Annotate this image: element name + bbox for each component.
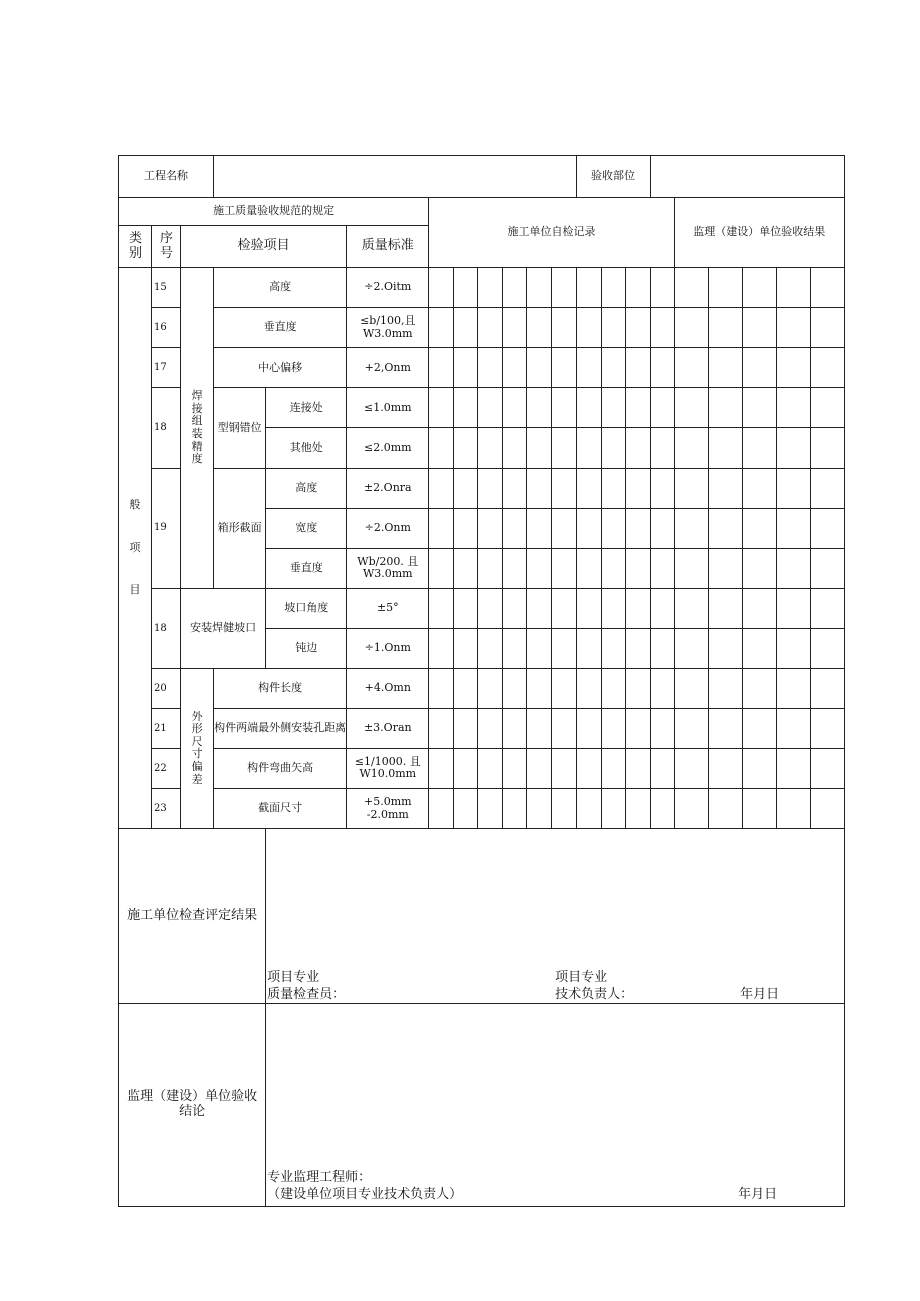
record-cell[interactable] <box>552 748 576 788</box>
record-cell[interactable] <box>552 428 576 468</box>
result-cell[interactable] <box>742 308 776 348</box>
group-shape-deviation: 外形尺寸偏差 <box>181 668 214 828</box>
record-cell[interactable] <box>478 628 503 668</box>
record-cell[interactable] <box>625 468 650 508</box>
record-cell[interactable] <box>576 588 601 628</box>
result-cell[interactable] <box>708 548 742 588</box>
record-cell[interactable] <box>527 388 552 428</box>
record-cell[interactable] <box>478 748 503 788</box>
result-cell[interactable] <box>674 708 708 748</box>
record-cell[interactable] <box>576 268 601 308</box>
result-cell[interactable] <box>674 428 708 468</box>
record-cell[interactable] <box>601 348 625 388</box>
group-weld-assembly: 焊接组装精度 <box>181 268 214 589</box>
seq-cell: 18 <box>152 388 181 468</box>
record-cell[interactable] <box>429 508 454 548</box>
inspector-line-2: 质量检查员： <box>267 987 346 1003</box>
record-cell[interactable] <box>601 668 625 708</box>
record-cell[interactable] <box>625 308 650 348</box>
supervision-date: 年月日 <box>738 1187 778 1203</box>
result-cell[interactable] <box>810 508 844 548</box>
supervision-conclusion-label: 监理（建设）单位验收结论 <box>119 1004 266 1207</box>
result-cell[interactable] <box>810 348 844 388</box>
record-cell[interactable] <box>527 588 552 628</box>
result-cell[interactable] <box>810 708 844 748</box>
result-cell[interactable] <box>810 668 844 708</box>
record-cell[interactable] <box>503 628 527 668</box>
result-cell[interactable] <box>742 348 776 388</box>
record-cell[interactable] <box>503 548 527 588</box>
item-cell: 垂直度 <box>266 548 347 588</box>
record-cell[interactable] <box>454 588 478 628</box>
spec-title: 施工质量验收规范的规定 <box>119 198 429 226</box>
result-cell[interactable] <box>776 748 810 788</box>
group-box-section: 箱形截面 <box>214 468 266 588</box>
supervisor-engineer: 专业监理工程师： <box>267 1170 372 1186</box>
record-cell[interactable] <box>650 388 674 428</box>
result-cell[interactable] <box>674 308 708 348</box>
result-cell[interactable] <box>776 548 810 588</box>
record-cell[interactable] <box>454 508 478 548</box>
record-cell[interactable] <box>454 548 478 588</box>
group-steel-offset: 型钢错位 <box>214 388 266 468</box>
record-cell[interactable] <box>625 388 650 428</box>
result-cell[interactable] <box>708 308 742 348</box>
supervision-conclusion-area[interactable] <box>266 1004 845 1207</box>
item-cell: 构件长度 <box>214 668 347 708</box>
result-cell[interactable] <box>810 308 844 348</box>
record-cell[interactable] <box>503 348 527 388</box>
record-cell[interactable] <box>625 748 650 788</box>
record-cell[interactable] <box>478 668 503 708</box>
record-cell[interactable] <box>429 348 454 388</box>
construction-eval-area[interactable] <box>266 829 845 1004</box>
record-cell[interactable] <box>650 588 674 628</box>
item-cell: 中心偏移 <box>214 348 347 388</box>
group-install-weld-groove: 安装焊健坡口 <box>181 588 266 668</box>
record-cell[interactable] <box>601 388 625 428</box>
standard-cell: ±5° <box>347 588 429 628</box>
result-cell[interactable] <box>776 308 810 348</box>
record-cell[interactable] <box>429 428 454 468</box>
record-cell[interactable] <box>552 268 576 308</box>
result-cell[interactable] <box>776 388 810 428</box>
result-cell[interactable] <box>708 708 742 748</box>
result-cell[interactable] <box>674 268 708 308</box>
result-cell[interactable] <box>776 428 810 468</box>
record-cell[interactable] <box>478 548 503 588</box>
record-cell[interactable] <box>503 308 527 348</box>
result-cell[interactable] <box>674 468 708 508</box>
result-cell[interactable] <box>742 628 776 668</box>
record-cell[interactable] <box>650 468 674 508</box>
record-cell[interactable] <box>576 628 601 668</box>
project-name-field[interactable] <box>214 156 576 198</box>
record-cell[interactable] <box>625 789 650 829</box>
result-cell[interactable] <box>810 428 844 468</box>
self-check-header: 施工单位自检记录 <box>429 198 674 268</box>
result-cell[interactable] <box>810 268 844 308</box>
record-cell[interactable] <box>650 508 674 548</box>
result-cell[interactable] <box>674 548 708 588</box>
result-cell[interactable] <box>674 628 708 668</box>
seq-cell: 15 <box>152 268 181 308</box>
seq-header: 序号 <box>152 226 181 268</box>
record-cell[interactable] <box>527 468 552 508</box>
seq-cell: 19 <box>152 468 181 588</box>
record-cell[interactable] <box>478 388 503 428</box>
record-cell[interactable] <box>576 388 601 428</box>
standard-cell: Wb/200. 且W3.0mm <box>347 548 429 588</box>
result-cell[interactable] <box>674 789 708 829</box>
record-cell[interactable] <box>625 348 650 388</box>
result-cell[interactable] <box>708 748 742 788</box>
tech-line-2: 技术负责人： <box>555 987 634 1003</box>
record-cell[interactable] <box>478 508 503 548</box>
record-cell[interactable] <box>429 748 454 788</box>
result-cell[interactable] <box>674 508 708 548</box>
result-cell[interactable] <box>776 588 810 628</box>
item-cell: 高度 <box>214 268 347 308</box>
item-cell: 宽度 <box>266 508 347 548</box>
record-cell[interactable] <box>503 388 527 428</box>
result-cell[interactable] <box>776 508 810 548</box>
result-cell[interactable] <box>810 628 844 668</box>
category-cell <box>119 268 152 829</box>
standard-cell: +4.Omn <box>347 668 429 708</box>
record-cell[interactable] <box>454 428 478 468</box>
record-cell[interactable] <box>503 508 527 548</box>
record-cell[interactable] <box>576 668 601 708</box>
record-cell[interactable] <box>503 668 527 708</box>
record-cell[interactable] <box>552 348 576 388</box>
record-cell[interactable] <box>650 668 674 708</box>
record-cell[interactable] <box>527 508 552 548</box>
record-cell[interactable] <box>552 308 576 348</box>
record-cell[interactable] <box>625 708 650 748</box>
record-cell[interactable] <box>650 308 674 348</box>
record-cell[interactable] <box>576 508 601 548</box>
result-cell[interactable] <box>742 668 776 708</box>
result-cell[interactable] <box>742 548 776 588</box>
result-cell[interactable] <box>742 388 776 428</box>
supervision-header: 监理（建设）单位验收结果 <box>674 198 844 268</box>
result-cell[interactable] <box>776 708 810 748</box>
item-cell: 坡口角度 <box>266 588 347 628</box>
result-cell[interactable] <box>810 588 844 628</box>
record-cell[interactable] <box>576 428 601 468</box>
record-cell[interactable] <box>503 428 527 468</box>
record-cell[interactable] <box>552 388 576 428</box>
record-cell[interactable] <box>478 588 503 628</box>
construction-date: 年月日 <box>740 987 780 1003</box>
record-cell[interactable] <box>503 708 527 748</box>
acceptance-part-field[interactable] <box>650 156 844 198</box>
seq-cell: 21 <box>152 708 181 748</box>
record-cell[interactable] <box>601 268 625 308</box>
result-cell[interactable] <box>742 748 776 788</box>
record-cell[interactable] <box>454 388 478 428</box>
record-cell[interactable] <box>601 428 625 468</box>
record-cell[interactable] <box>601 308 625 348</box>
result-cell[interactable] <box>742 508 776 548</box>
record-cell[interactable] <box>552 508 576 548</box>
record-cell[interactable] <box>527 268 552 308</box>
seq-cell: 18 <box>152 588 181 668</box>
result-cell[interactable] <box>674 348 708 388</box>
seq-cell: 22 <box>152 748 181 788</box>
record-cell[interactable] <box>478 308 503 348</box>
record-cell[interactable] <box>601 548 625 588</box>
item-cell: 垂直度 <box>214 308 347 348</box>
record-cell[interactable] <box>527 628 552 668</box>
record-cell[interactable] <box>478 268 503 308</box>
result-cell[interactable] <box>708 468 742 508</box>
record-cell[interactable] <box>576 548 601 588</box>
result-cell[interactable] <box>708 668 742 708</box>
result-cell[interactable] <box>776 789 810 829</box>
record-cell[interactable] <box>478 708 503 748</box>
record-cell[interactable] <box>527 708 552 748</box>
record-cell[interactable] <box>527 789 552 829</box>
record-cell[interactable] <box>503 268 527 308</box>
record-cell[interactable] <box>576 708 601 748</box>
record-cell[interactable] <box>478 468 503 508</box>
record-cell[interactable] <box>601 588 625 628</box>
standard-cell: ÷1.Onm <box>347 628 429 668</box>
seq-cell: 23 <box>152 789 181 829</box>
item-cell: 连接处 <box>266 388 347 428</box>
record-cell[interactable] <box>454 708 478 748</box>
result-cell[interactable] <box>742 789 776 829</box>
record-cell[interactable] <box>552 789 576 829</box>
result-cell[interactable] <box>742 268 776 308</box>
category-char-1: 般 <box>129 498 141 512</box>
item-cell: 截面尺寸 <box>214 789 347 829</box>
item-cell: 构件两端最外侧安装孔距离 <box>214 708 347 748</box>
item-cell: 钝边 <box>266 628 347 668</box>
record-cell[interactable] <box>601 748 625 788</box>
record-cell[interactable] <box>478 428 503 468</box>
result-cell[interactable] <box>708 628 742 668</box>
record-cell[interactable] <box>429 468 454 508</box>
record-cell[interactable] <box>552 588 576 628</box>
record-cell[interactable] <box>429 548 454 588</box>
record-cell[interactable] <box>527 308 552 348</box>
result-cell[interactable] <box>776 268 810 308</box>
record-cell[interactable] <box>576 789 601 829</box>
record-cell[interactable] <box>454 628 478 668</box>
record-cell[interactable] <box>650 548 674 588</box>
record-cell[interactable] <box>650 708 674 748</box>
result-cell[interactable] <box>776 668 810 708</box>
standard-cell: +5.0mm -2.0mm <box>347 789 429 829</box>
result-cell[interactable] <box>776 468 810 508</box>
record-cell[interactable] <box>576 308 601 348</box>
record-cell[interactable] <box>527 428 552 468</box>
record-cell[interactable] <box>454 789 478 829</box>
record-cell[interactable] <box>552 468 576 508</box>
record-cell[interactable] <box>429 268 454 308</box>
standard-cell: ±2.Onra <box>347 468 429 508</box>
record-cell[interactable] <box>625 628 650 668</box>
seq-cell: 17 <box>152 348 181 388</box>
record-cell[interactable] <box>454 668 478 708</box>
record-cell[interactable] <box>429 388 454 428</box>
record-cell[interactable] <box>478 348 503 388</box>
record-cell[interactable] <box>625 548 650 588</box>
record-cell[interactable] <box>454 348 478 388</box>
standard-cell: ÷2.Oitm <box>347 268 429 308</box>
category-char-3: 目 <box>129 583 141 597</box>
result-cell[interactable] <box>708 789 742 829</box>
record-cell[interactable] <box>552 548 576 588</box>
result-cell[interactable] <box>810 789 844 829</box>
record-cell[interactable] <box>650 348 674 388</box>
record-cell[interactable] <box>576 348 601 388</box>
record-cell[interactable] <box>601 708 625 748</box>
record-cell[interactable] <box>527 748 552 788</box>
result-cell[interactable] <box>708 508 742 548</box>
record-cell[interactable] <box>478 789 503 829</box>
acceptance-part-label: 验收部位 <box>576 156 650 198</box>
record-cell[interactable] <box>650 268 674 308</box>
result-cell[interactable] <box>810 468 844 508</box>
standard-cell: ±3.Oran <box>347 708 429 748</box>
result-cell[interactable] <box>742 468 776 508</box>
record-cell[interactable] <box>625 428 650 468</box>
item-cell: 其他处 <box>266 428 347 468</box>
record-cell[interactable] <box>503 789 527 829</box>
result-cell[interactable] <box>742 588 776 628</box>
record-cell[interactable] <box>601 789 625 829</box>
standard-cell: ≤b/100,且 W3.0mm <box>347 308 429 348</box>
result-cell[interactable] <box>742 428 776 468</box>
category-header: 类别 <box>119 226 152 268</box>
record-cell[interactable] <box>576 468 601 508</box>
result-cell[interactable] <box>742 708 776 748</box>
record-cell[interactable] <box>429 628 454 668</box>
record-cell[interactable] <box>552 628 576 668</box>
record-cell[interactable] <box>576 748 601 788</box>
result-cell[interactable] <box>708 428 742 468</box>
seq-cell: 20 <box>152 668 181 708</box>
record-cell[interactable] <box>429 708 454 748</box>
record-cell[interactable] <box>429 588 454 628</box>
standard-header: 质量标准 <box>347 226 429 268</box>
result-cell[interactable] <box>674 588 708 628</box>
result-cell[interactable] <box>776 348 810 388</box>
tech-line-1: 项目专业 <box>555 970 608 986</box>
record-cell[interactable] <box>601 468 625 508</box>
result-cell[interactable] <box>674 388 708 428</box>
item-cell: 高度 <box>266 468 347 508</box>
record-cell[interactable] <box>527 348 552 388</box>
record-cell[interactable] <box>625 268 650 308</box>
record-cell[interactable] <box>552 668 576 708</box>
record-cell[interactable] <box>650 789 674 829</box>
standard-cell: ≤1.0mm <box>347 388 429 428</box>
record-cell[interactable] <box>503 468 527 508</box>
record-cell[interactable] <box>429 789 454 829</box>
record-cell[interactable] <box>552 708 576 748</box>
standard-cell: ≤1/1000. 且W10.0mm <box>347 748 429 788</box>
inspector-line-1: 项目专业 <box>267 970 320 986</box>
seq-cell: 16 <box>152 308 181 348</box>
construction-eval-label: 施工单位检查评定结果 <box>119 829 266 1004</box>
record-cell[interactable] <box>503 588 527 628</box>
result-cell[interactable] <box>810 748 844 788</box>
item-header: 检验项目 <box>181 226 347 268</box>
record-cell[interactable] <box>601 508 625 548</box>
record-cell[interactable] <box>429 668 454 708</box>
standard-cell: +2,Onm <box>347 348 429 388</box>
owner-representative: （建设单位项目专业技术负责人） <box>267 1187 463 1203</box>
result-cell[interactable] <box>674 668 708 708</box>
record-cell[interactable] <box>625 508 650 548</box>
result-cell[interactable] <box>708 348 742 388</box>
result-cell[interactable] <box>810 548 844 588</box>
project-name-label: 工程名称 <box>119 156 214 198</box>
record-cell[interactable] <box>601 628 625 668</box>
result-cell[interactable] <box>708 388 742 428</box>
result-cell[interactable] <box>810 388 844 428</box>
inspection-form <box>118 155 845 1207</box>
record-cell[interactable] <box>650 748 674 788</box>
record-cell[interactable] <box>625 668 650 708</box>
category-char-2: 项 <box>129 540 141 554</box>
item-cell: 构件弯曲矢高 <box>214 748 347 788</box>
record-cell[interactable] <box>625 588 650 628</box>
result-cell[interactable] <box>708 268 742 308</box>
record-cell[interactable] <box>503 748 527 788</box>
record-cell[interactable] <box>454 748 478 788</box>
record-cell[interactable] <box>527 548 552 588</box>
standard-cell: ÷2.Onm <box>347 508 429 548</box>
record-cell[interactable] <box>454 468 478 508</box>
record-cell[interactable] <box>429 308 454 348</box>
result-cell[interactable] <box>776 628 810 668</box>
standard-cell: ≤2.0mm <box>347 428 429 468</box>
record-cell[interactable] <box>454 268 478 308</box>
result-cell[interactable] <box>708 588 742 628</box>
result-cell[interactable] <box>674 748 708 788</box>
record-cell[interactable] <box>650 628 674 668</box>
record-cell[interactable] <box>527 668 552 708</box>
record-cell[interactable] <box>650 428 674 468</box>
record-cell[interactable] <box>454 308 478 348</box>
